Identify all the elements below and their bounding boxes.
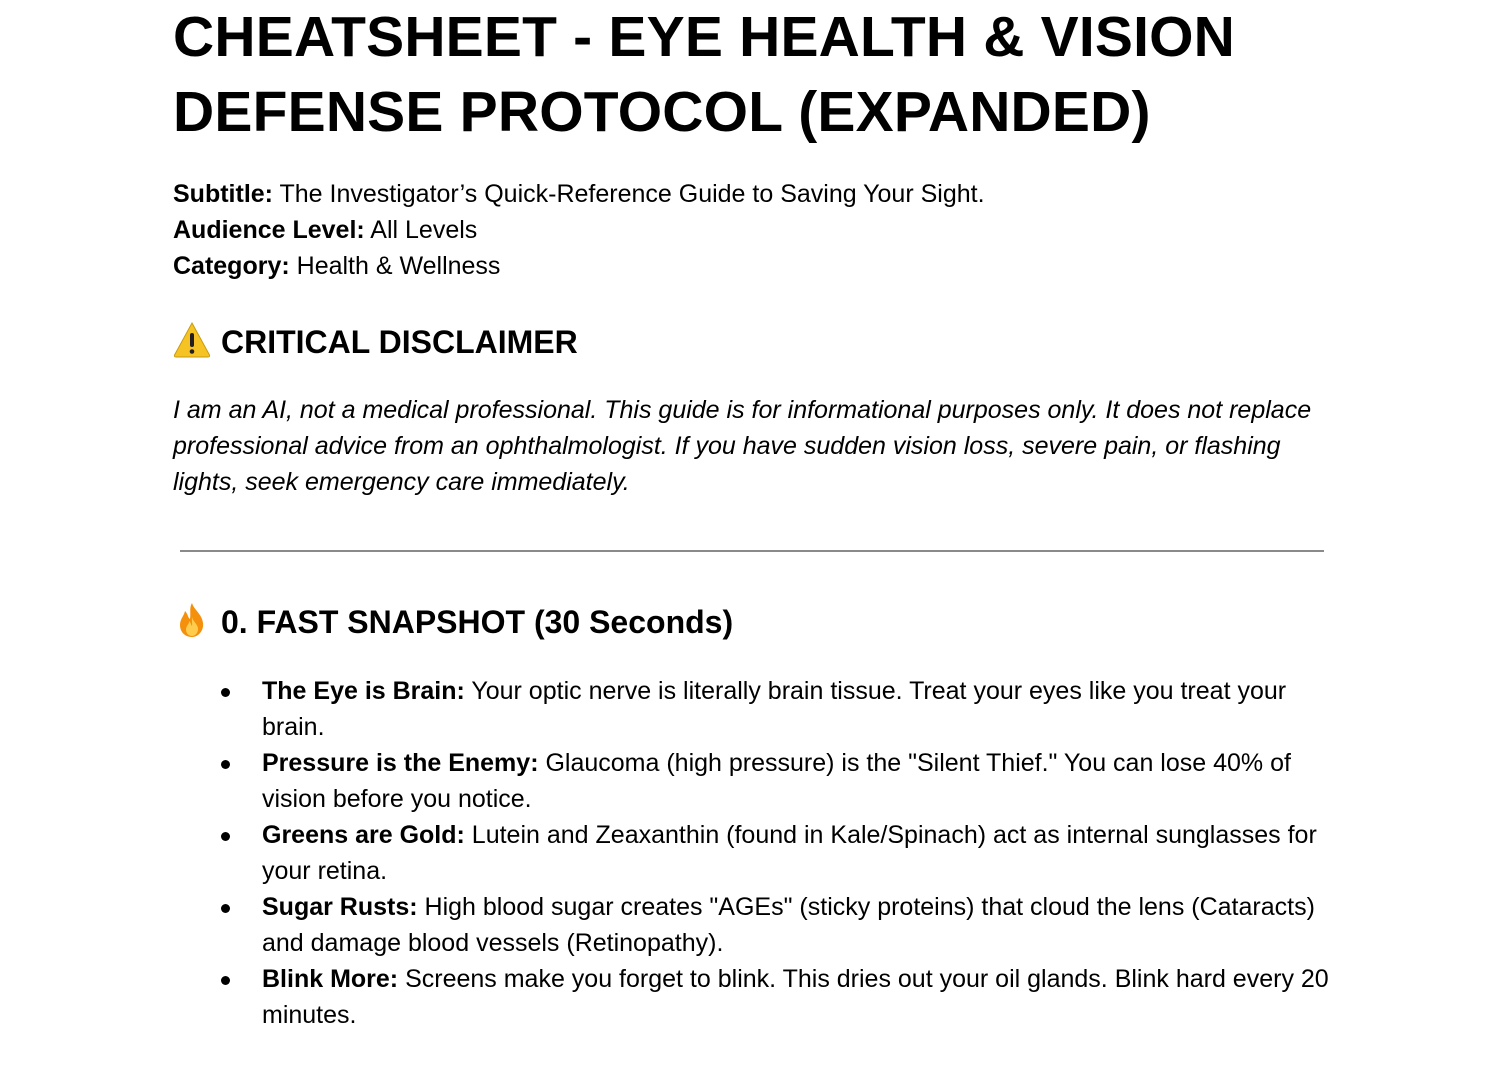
- list-item-text: High blood sugar creates "AGEs" (sticky proteins) that cloud the lens (Cataracts) and damage blood vessels (Retinopathy).: [262, 893, 1315, 957]
- warning-icon: [173, 321, 211, 359]
- list-item: [173, 817, 1333, 889]
- list-item-lead: Pressure is the Enemy:: [262, 749, 539, 777]
- snapshot-heading: [173, 601, 733, 642]
- bullet-icon: [221, 904, 230, 913]
- bullet-icon: [221, 832, 230, 841]
- meta-category-value: Health & Wellness: [289, 252, 501, 280]
- list-item-lead: Sugar Rusts:: [262, 893, 418, 921]
- list-item: [173, 745, 1333, 817]
- list-item: [173, 961, 1333, 1033]
- list-item-text: Your optic nerve is literally brain tissue. Treat your eyes like you treat your brain.: [262, 677, 1287, 741]
- fire-icon-graphic: [173, 601, 211, 639]
- warning-icon-graphic: [173, 321, 211, 359]
- meta-subtitle-label: Subtitle:: [173, 180, 273, 208]
- list-item-lead: Blink More:: [262, 965, 399, 993]
- meta-audience: [173, 212, 1333, 248]
- list-item-lead: The Eye is Brain:: [262, 677, 465, 705]
- list-item-lead: Greens are Gold:: [262, 821, 465, 849]
- bullet-icon: [221, 976, 230, 985]
- meta-category-label: Category:: [173, 252, 290, 280]
- meta-subtitle-value: The Investigator’s Quick-Reference Guide to Saving Your Sight.: [273, 180, 985, 208]
- snapshot-heading-text: 0. FAST SNAPSHOT (30 Seconds): [221, 604, 734, 640]
- section-divider: [180, 550, 1324, 552]
- list-item: [173, 673, 1333, 745]
- list-item: [173, 889, 1333, 961]
- fire-icon: [173, 601, 211, 639]
- meta-audience-label: Audience Level:: [173, 216, 365, 244]
- bullet-icon: [221, 688, 230, 697]
- list-item-text: Glaucoma (high pressure) is the "Silent Thief." You can lose 40% of vision before you notice.: [262, 749, 1291, 813]
- meta-category: [173, 248, 1333, 284]
- disclaimer-heading: [173, 321, 578, 362]
- list-item-text: Lutein and Zeaxanthin (found in Kale/Spinach) act as internal sunglasses for your retina.: [262, 821, 1317, 885]
- list-item-text: Screens make you forget to blink. This dries out your oil glands. Blink hard every 20 minutes.: [262, 965, 1329, 1029]
- meta-subtitle: [173, 176, 1333, 212]
- bullet-icon: [221, 760, 230, 769]
- disclaimer-heading-text: CRITICAL DISCLAIMER: [221, 324, 578, 360]
- disclaimer-text: I am an AI, not a medical professional. This guide is for informational purposes only. It does not replace professional advice from an ophthalmologist. If you have sudden vision loss, severe pain, or flashing lights, seek emergency care immediately.: [173, 396, 1312, 496]
- snapshot-list: [173, 673, 1333, 1033]
- meta-audience-value: All Levels: [364, 216, 478, 244]
- document-title: CHEATSHEET - EYE HEALTH & VISION DEFENSE PROTOCOL (EXPANDED): [173, 5, 1236, 144]
- document-meta: [173, 176, 1333, 284]
